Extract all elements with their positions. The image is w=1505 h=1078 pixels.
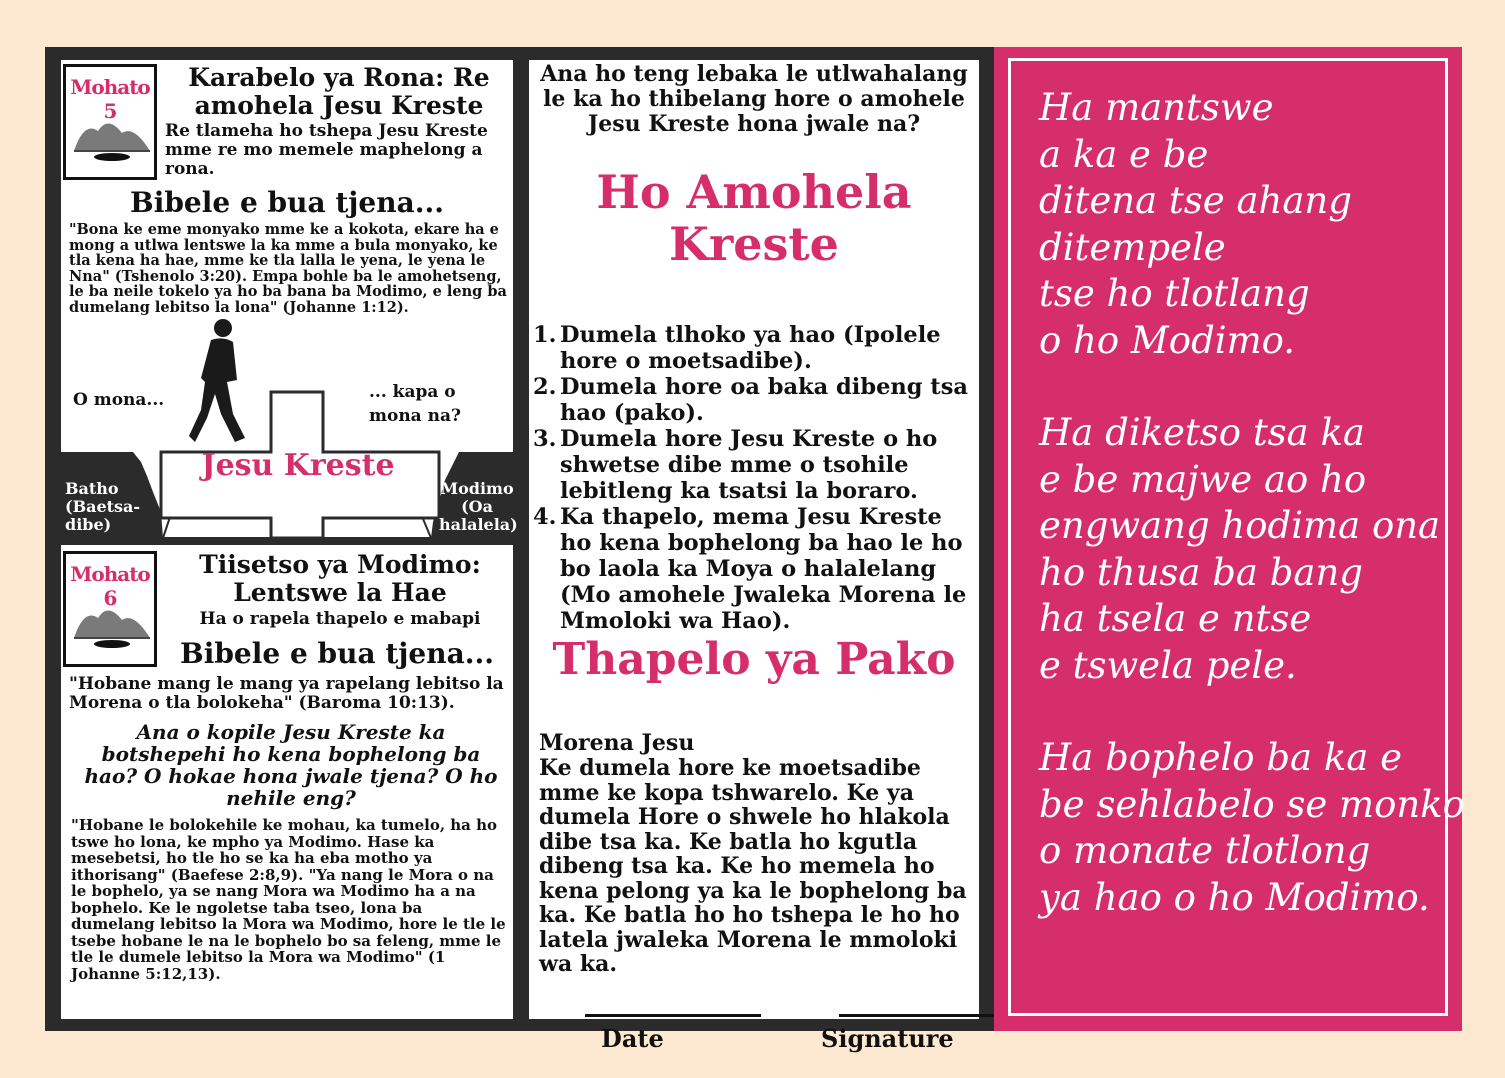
step6-heading: Tiisetso ya Modimo: Lentswe la Hae	[199, 550, 481, 607]
step5-panel	[61, 60, 518, 538]
step-item	[533, 504, 979, 634]
step5-quote: "Bona ke eme monyako mme ke a kokota, ekare ha e mong a utlwa lentswe la ka mme a bula monyako, ke tla kena ha hae, mme ke tla lalla le yena, le yena le Nna" (Tshenolo 3:20). Empa bohle ba le amohetseng, le ba neile tokelo ya ho ba bana ba Modimo, e leng ba dumelang lebitso la lona" (Johanne 1:12).	[69, 221, 507, 316]
receiving-christ-title: Ho Amohela Kreste	[596, 165, 912, 271]
poem-line: engwang hodima ona	[1039, 504, 1441, 547]
poem-stanza	[1039, 410, 1443, 689]
step6-panel	[61, 545, 513, 1019]
middle-question: Ana ho teng lebaka le utlwahalang le ka ho thibelang hore o amohele Jesu Kreste hona jwale na?	[540, 61, 968, 137]
signature-label: Signature	[821, 1024, 954, 1053]
step5-heading: Karabelo ya Rona: Re amohela Jesu Kreste	[188, 63, 490, 120]
poem-line: e tswela pele.	[1039, 643, 1297, 687]
poem-line: ha tsela e ntse	[1039, 597, 1312, 640]
poem-line: ditena tse ahang	[1039, 179, 1352, 222]
poem-stanza	[1039, 85, 1443, 364]
steps-list	[533, 322, 979, 634]
prayer-text: Ke dumela hore ke moetsadibe mme ke kopa tshwarelo. Ke ya dumela Hore o shwele ho hlakola dibe tsa ka. Ke batla ho kgutla dibeng tsa ka. Ke ho memela ho kena pelong ya ka le bophelong ba ka. Ke batla ho ho tshepa le ho ho latela jwaleka Morena le mmoloki wa ka.	[539, 755, 967, 977]
poem-panel	[994, 47, 1465, 1031]
step-text: Dumela tlhoko ya hao (Ipolele hore o moetsadibe).	[560, 322, 941, 374]
step6-quote-romans: "Hobane mang le mang ya rapelang lebitso la Morena o tla bolokeha" (Baroma 10:13).	[69, 674, 504, 713]
step-number: 3.	[533, 426, 557, 452]
step-item	[533, 426, 979, 504]
step5-badge	[63, 64, 157, 180]
step-item	[533, 322, 979, 374]
step6-quote-ephesians-john: "Hobane le bolokehile ke mohau, ka tumelo, ha ho tswe ho lona, ke mpho ya Modimo. Hase ka mesebetsi, ho tle ho se ka ha eba motho ya ithorisang" (Baefese 2:8,9). "Ya nang le Mora o na le bophelo, ya se nang Mora wa Modimo ha a na bophelo. Ke le ngoletse taba tseo, lona ba dumelang lebitso la Mora wa Modimo, hore le tle le tsebe hobane le na le bophelo bo sa feleng, mme le tle le dumele lebitso la Mora wa Modimo" (1 Johanne 5:12,13).	[71, 816, 506, 983]
step6-badge-label: Mohato 6	[70, 562, 150, 610]
step-number: 4.	[533, 504, 557, 530]
prayer-greeting: Morena Jesu	[539, 730, 695, 756]
poem-line: ditempele	[1039, 225, 1226, 269]
poem-line: Ha bophelo ba ka e	[1039, 736, 1402, 779]
step5-bible-says: Bibele e bua tjena...	[130, 186, 444, 219]
step-text: Dumela hore Jesu Kreste o ho shwetse dibe mme o tsohile lebitleng ka tsatsi la boraro.	[560, 426, 938, 504]
cross-label: Jesu Kreste	[201, 448, 395, 483]
step5-left-question: O mona...	[73, 390, 165, 410]
step6-subheading: Ha o rapela thapelo e mabapi	[199, 609, 481, 629]
step5-intro: Re tlameha ho tshepa Jesu Kreste mme re mo memele maphelong a rona.	[165, 121, 488, 179]
step-text: Dumela hore oa baka dibeng tsa hao (pako).	[560, 374, 968, 426]
poem-line: o monate tlotlong	[1039, 829, 1371, 872]
poem	[1039, 85, 1465, 967]
step-text: Ka thapelo, mema Jesu Kreste ho kena bophelong ba hao le ho bo laola ka Moya o halalelang (Mo amohele Jwaleka Morena le Mmoloki wa Hao).	[560, 504, 967, 634]
prayer-title: Thapelo ya Pako	[552, 634, 956, 685]
middle-panel	[529, 60, 979, 1053]
step-number: 1.	[533, 322, 557, 348]
tract-sheet	[45, 47, 1465, 1053]
god-side-label: Modimo (Oa halalela)	[439, 479, 518, 534]
poem-line: o ho Modimo.	[1039, 318, 1296, 362]
poem-line: ya hao o ho Modimo.	[1039, 875, 1430, 919]
date-label: Date	[601, 1024, 664, 1053]
step6-question: Ana o kopile Jesu Kreste ka botshepehi ho kena bophelong ba hao? O hokae hona jwale tjena? O ho nehile eng?	[84, 720, 498, 810]
poem-line: a ka e be	[1039, 132, 1209, 176]
signature-line[interactable]	[839, 1014, 1015, 1017]
poem-line: tse ho tlotlang	[1039, 272, 1310, 315]
poem-line: ho thusa ba bang	[1039, 550, 1363, 594]
poem-stanza	[1039, 735, 1465, 921]
step5-badge-label: Mohato 5	[70, 75, 150, 123]
people-side-label: Batho (Baetsa-dibe)	[65, 479, 141, 534]
poem-line: Ha diketso tsa ka	[1039, 411, 1365, 454]
poem-line: be sehlabelo se monko	[1039, 782, 1465, 826]
step6-bible-says: Bibele e bua tjena...	[180, 637, 494, 670]
poem-line: Ha mantswe	[1039, 86, 1274, 129]
step-item	[533, 374, 979, 426]
poem-border	[1008, 58, 1465, 1016]
poem-line: e be majwe ao ho	[1039, 457, 1367, 501]
step-number: 2.	[533, 374, 557, 400]
mountain-icon	[72, 111, 152, 175]
step5-right-question: ... kapa o mona na?	[369, 382, 461, 426]
date-line[interactable]	[585, 1014, 761, 1017]
